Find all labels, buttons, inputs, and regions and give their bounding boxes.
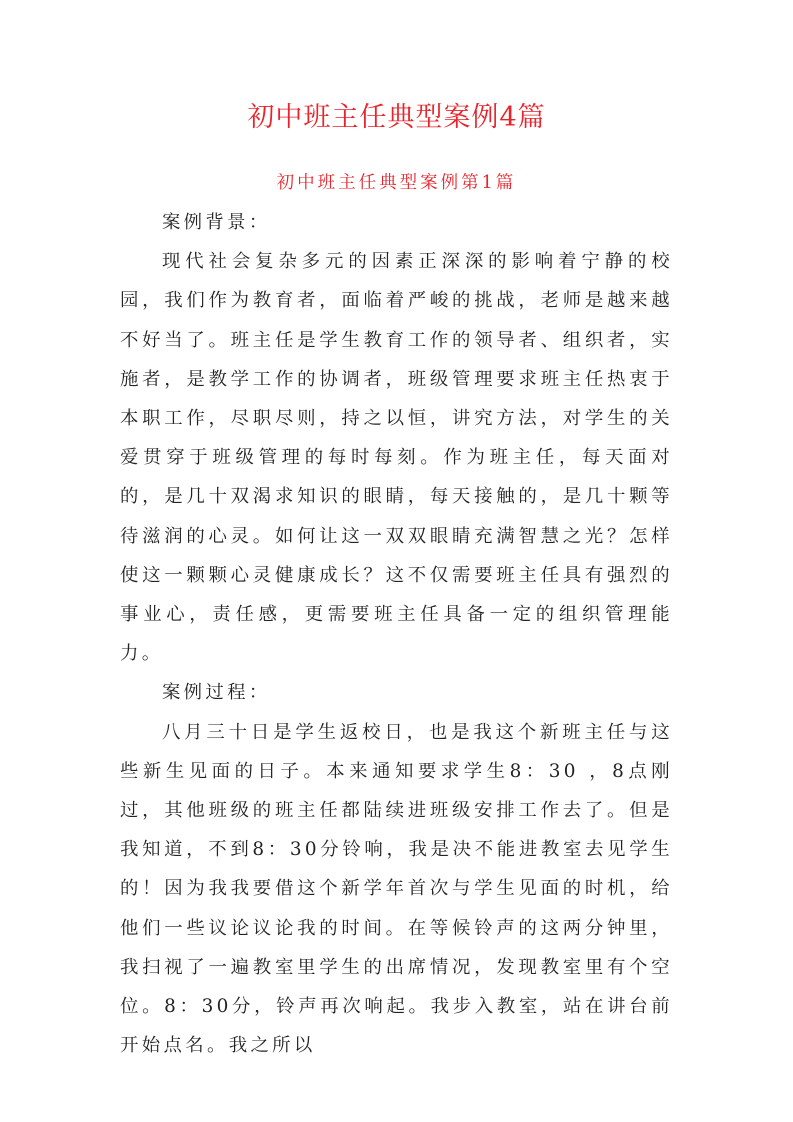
document-title: 初中班主任典型案例4篇 <box>247 102 546 133</box>
paragraph-background: 现代社会复杂多元的因素正深深的影响着宁静的校园，我们作为教育者，面临着严峻的挑战，老师是越来越不好当了。班主任是学生教育工作的领导者、组织者，实施者，是教学工作的协调者，班级管理要求班主任热衷于本职工作，尽职尽则，持之以恒，讲究方法，对学生的关爱贯穿于班级管理的每时每刻。作为班主任，每天面对的，是几十双渴求知识的眼睛，每天接触的，是几十颗等待滋润的心灵。如何让这一双双眼睛充满智慧之光？怎样使这一颗颗心灵健康成长？这不仅需要班主任具有强烈的事业心，责任感，更需要班主任具备一定的组织管理能力。 <box>120 251 673 665</box>
paragraph-process: 八月三十日是学生返校日，也是我这个新班主任与这些新生见面的日子。本来通知要求学生8：30 ，8点刚过，其他班级的班主任都陆续进班级安排工作去了。但是我知道，不到8：30分铃响，我是决不能进教室去见学生的！因为我我要借这个新学年首次与学生见面的时机，给他们一些议论议论我的时间。在等候铃声的这两分钟里，我扫视了一遍教室里学生的出席情况，发现教室里有个空位。8：30分，铃声再次响起。我步入教室，站在讲台前开始点名。我之所以 <box>120 721 673 1057</box>
document-body <box>120 203 673 1065</box>
section-heading-process: 案例过程： <box>161 682 271 704</box>
document-subtitle: 初中班主任典型案例第1篇 <box>276 173 517 193</box>
section-heading-background: 案例背景： <box>161 212 271 233</box>
